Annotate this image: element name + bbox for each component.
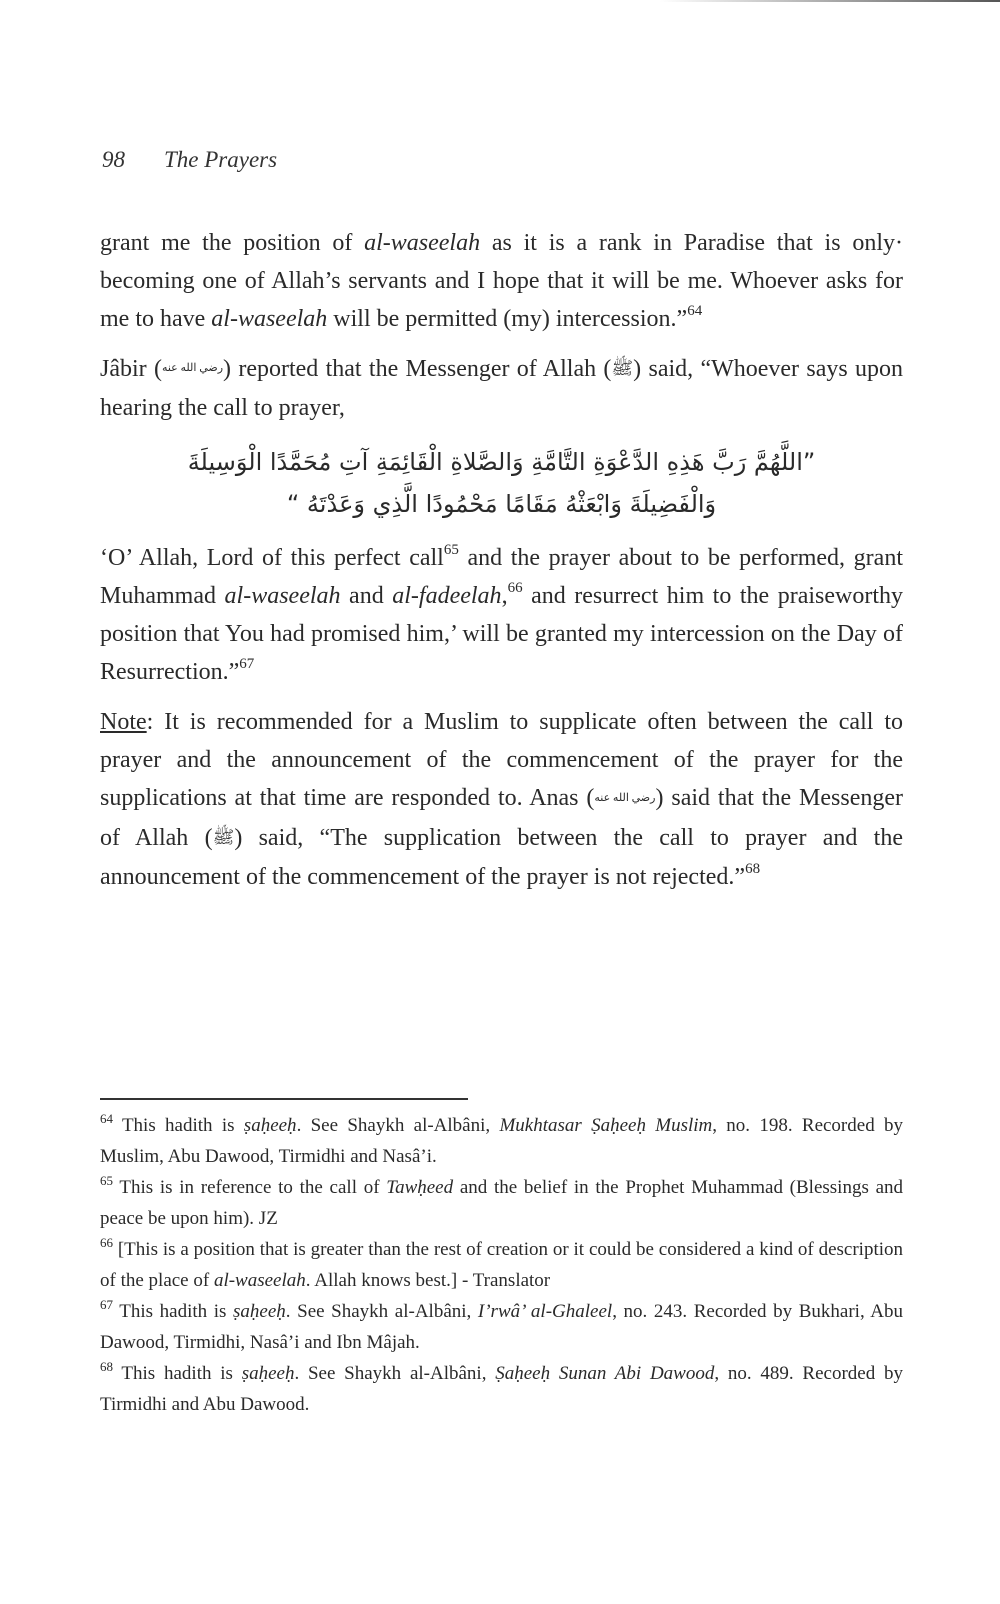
footnote-ref[interactable]: 64 xyxy=(687,303,703,319)
text: ) said that the Messenger of Allah ( xyxy=(100,785,903,851)
text: grant me the position of xyxy=(100,230,365,256)
text: , xyxy=(501,583,508,610)
text: This hadith is xyxy=(113,1301,234,1322)
honorific-salallahu-icon: ﷺ xyxy=(212,827,235,848)
arabic-line-2: وَالْفَضِيلَةَ وَابْعَثْهُ مَقَامًا مَحْمُودًا الَّذِي وَعَدْتَهُ “ xyxy=(286,490,717,519)
main-text xyxy=(100,224,903,908)
text: and resurrect him to the praiseworthy position that You had promised him,’ will be granted my intercession on the Day of Resurrection.” xyxy=(100,583,904,686)
text: as it is a rank in Paradise that is only· becoming one of Allah’s servants and I hope that it will be me. Whoever asks for me to have xyxy=(100,230,903,332)
footnote-number: 64 xyxy=(100,1110,113,1126)
italic-term: al-fadeelah xyxy=(392,583,502,610)
italic-term: Tawḥeed xyxy=(386,1177,454,1198)
text: . Allah knows best.] - Translator xyxy=(305,1270,551,1291)
text: ) said, “The supplication between the call to prayer and the announcement of the commencement of the prayer is not rejected.” xyxy=(100,824,903,891)
text: ) said, “Whoever says upon hearing the call to prayer, xyxy=(100,356,903,422)
footnote-ref[interactable]: 68 xyxy=(745,861,761,878)
footnote-number: 66 xyxy=(100,1234,113,1250)
footnote-64 xyxy=(100,1110,903,1172)
paragraph-1 xyxy=(100,224,903,338)
footnote-ref[interactable]: 66 xyxy=(507,580,523,597)
text: and the prayer about to be performed, grant Muhammad xyxy=(100,545,903,610)
footnote-65 xyxy=(100,1172,903,1234)
text: This is in reference to the call of xyxy=(113,1177,387,1198)
page-number: 98 xyxy=(102,147,125,172)
footnote-number: 65 xyxy=(100,1172,113,1188)
text: : It is recommended for a Muslim to supplicate often between the call to prayer and the announcement of the commencement of the prayer for the supplications at that time are responded to. Anas ( xyxy=(100,709,903,812)
text: [This is a position that is greater than the rest of creation or it could be considered a kind of description of the place of xyxy=(100,1239,903,1291)
italic-term: al-waseelah xyxy=(213,1270,306,1291)
book-page xyxy=(100,0,903,1604)
footnote-66 xyxy=(100,1234,903,1296)
footnote-67 xyxy=(100,1296,903,1358)
footnote-ref[interactable]: 65 xyxy=(443,542,459,559)
honorific-salallahu-icon: ﷺ xyxy=(611,358,634,379)
arabic-supplication xyxy=(100,441,903,525)
footnote-number: 68 xyxy=(100,1358,113,1374)
text: , no. 198. Recorded by Muslim, Abu Dawood, Tirmidhi and Nasâ’i. xyxy=(100,1115,903,1167)
italic-term: al-waseelah xyxy=(224,583,341,610)
italic-term: al-waseelah xyxy=(211,306,328,332)
footnote-68 xyxy=(100,1358,903,1420)
italic-term: al-waseelah xyxy=(364,230,481,256)
italic-term: ṣaḥeeḥ xyxy=(233,1301,286,1322)
text: This hadith is xyxy=(113,1363,242,1384)
italic-term: ṣaḥeeḥ xyxy=(243,1115,297,1136)
footnote-ref[interactable]: 67 xyxy=(239,656,255,673)
running-title: The Prayers xyxy=(164,147,278,172)
paragraph-3 xyxy=(100,539,903,691)
paragraph-4 xyxy=(100,703,903,896)
honorific-radiallahu-icon: رضي الله عنه xyxy=(594,791,656,804)
italic-title: Ṣaḥeeḥ Sunan Abi Dawood xyxy=(495,1363,715,1384)
text: Jâbir ( xyxy=(100,356,162,382)
text: and the belief in the Prophet Muhammad (Blessings and peace be upon him). JZ xyxy=(100,1177,904,1229)
running-header xyxy=(102,147,277,173)
text: . See Shaykh al-Albâni, xyxy=(294,1363,496,1384)
arabic-line-1: ”اللَّهُمَّ رَبَّ هَذِهِ الدَّعْوَةِ التَّامَّةِ وَالصَّلاةِ الْقَائِمَةِ آتِ مُحَمَّدًا الْوَسِيلَةَ xyxy=(187,448,816,477)
paragraph-2 xyxy=(100,350,903,427)
honorific-radiallahu-icon: رضي الله عنه xyxy=(161,362,224,375)
text: . See Shaykh al-Albâni, xyxy=(285,1301,478,1322)
text: will be permitted (my) intercession.” xyxy=(327,306,688,332)
text: , no. 489. Recorded by Tirmidhi and Abu Dawood. xyxy=(100,1363,903,1415)
italic-title: I’rwâ’ al-Ghaleel xyxy=(477,1301,613,1322)
text: ) reported that the Messenger of Allah ( xyxy=(223,356,612,382)
italic-title: Mukhtasar Ṣaḥeeḥ Muslim xyxy=(499,1115,713,1136)
footnotes xyxy=(100,1110,903,1420)
text: This hadith is xyxy=(113,1115,244,1136)
text: . See Shaykh al-Albâni, xyxy=(296,1115,500,1136)
footnote-number: 67 xyxy=(100,1296,113,1312)
text: ‘O’ Allah, Lord of this perfect call xyxy=(100,545,444,572)
text: and xyxy=(340,583,393,610)
footnote-separator xyxy=(100,1098,468,1100)
note-label: Note xyxy=(100,709,147,736)
italic-term: ṣaḥeeḥ xyxy=(241,1363,295,1384)
text: , no. 243. Recorded by Bukhari, Abu Dawood, Tirmidhi, Nasâ’i and Ibn Mâjah. xyxy=(100,1301,903,1353)
